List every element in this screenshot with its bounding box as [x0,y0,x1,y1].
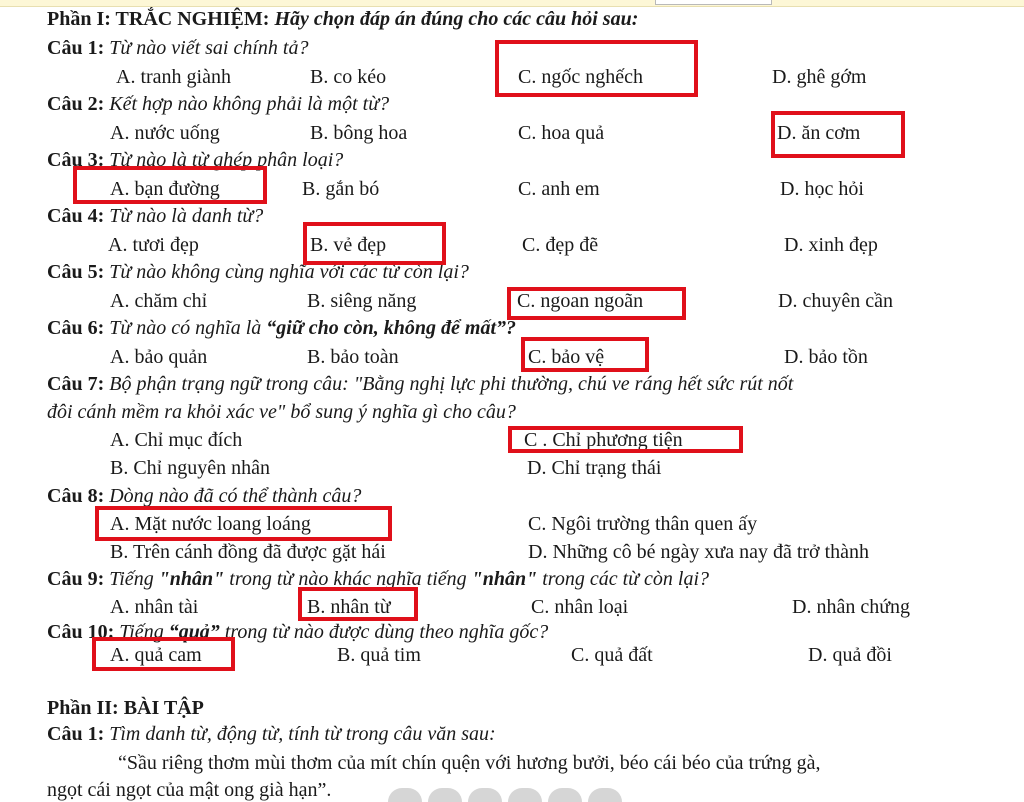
q3-option-c: C. anh em [518,178,600,200]
question-8 [47,485,361,507]
question-label: Câu 6: [47,317,105,339]
question-label: Câu 8: [47,485,105,507]
answer-highlight-q9 [298,587,418,621]
q10-option-c: C. quả đất [571,644,653,666]
q4-option-d: D. xinh đẹp [784,234,878,256]
question-2 [47,93,389,115]
q9-option-c: C. nhân loại [531,596,629,618]
q9-option-d: D. nhân chứng [792,596,911,618]
question-label: Câu 4: [47,205,105,227]
q6-option-a: A. bảo quản [110,346,208,368]
part1-label: Phần I: TRẮC NGHIỆM: [47,8,270,30]
question-quote: “giữ cho còn, không để mất”? [266,317,517,339]
q3-option-b: B. gắn bó [302,178,380,200]
q4-option-c: C. đẹp đẽ [522,234,599,256]
answer-highlight-q2 [771,111,905,158]
question-label: Câu 1: [47,37,105,59]
question-text: Kết hợp nào không phải là một từ? [109,93,390,115]
q10-option-a: A. quả cam [110,644,202,666]
question-text: Tìm danh từ, động từ, tính từ trong câu văn sau: [109,723,496,745]
decorative-shape [548,788,582,802]
q8-option-a: A. Mặt nước loang loáng [110,513,311,535]
decorative-shape [588,788,622,802]
question-7-continued: đôi cánh mềm ra khỏi xác ve" bổ sung ý nghĩa gì cho câu? [47,401,516,423]
q2-option-b: B. bông hoa [310,122,408,144]
question-label: Câu 10: [47,621,115,643]
q8-option-d: D. Những cô bé ngày xưa nay đã trở thành [528,541,870,563]
question-label: Câu 9: [47,568,105,590]
q9-option-a: A. nhân tài [110,596,199,618]
q10-option-d: D. quả đồi [808,644,892,666]
top-toolbar-box [655,0,772,5]
answer-highlight-q7 [508,426,743,453]
q7-option-d: D. Chỉ trạng thái [527,457,662,479]
q1-option-a: A. tranh giành [116,66,231,88]
answer-highlight-q5 [507,287,686,320]
q2-option-c: C. hoa quả [518,122,605,144]
question-text: Từ nào có nghĩa là [109,317,262,339]
question-text: trong các từ còn lại? [542,568,710,590]
q3-option-d: D. học hỏi [780,178,864,200]
q5-option-a: A. chăm chỉ [110,290,208,312]
decorative-shape [388,788,422,802]
question-label: Câu 1: [47,723,105,745]
question-text: Tiếng [119,621,164,643]
q4-option-b: B. vẻ đẹp [310,234,387,256]
question-keyword: "nhân" [471,568,538,590]
answer-highlight-q8 [95,506,392,541]
answer-highlight-q1 [495,40,698,97]
decorative-shape [468,788,502,802]
decorative-shape [428,788,462,802]
question-text: Dòng nào đã có thể thành câu? [109,485,362,507]
answer-highlight-q3 [73,166,267,204]
question-label: Câu 2: [47,93,105,115]
passage-line-1: “Sầu riêng thơm mùi thơm của mít chín quện với hương bưởi, béo cái béo của trứng gà, [118,752,821,774]
q5-option-b: B. siêng năng [307,290,417,312]
q1-option-d: D. ghê gớm [772,66,867,88]
question-keyword: "nhân" [158,568,225,590]
q3-option-a: A. bạn đường [110,178,220,200]
passage-line-2: ngọt cái ngọt của mật ong già hạn”. [47,779,332,801]
q7-option-b: B. Chỉ nguyên nhân [110,457,270,479]
question-keyword: “quả” [168,621,220,643]
q8-option-b: B. Trên cánh đồng đã được gặt hái [110,541,386,563]
q2-option-a: A. nước uống [110,122,220,144]
top-toolbar-strip [0,0,1024,7]
q7-option-a: A. Chỉ mục đích [110,429,243,451]
question-text: Từ nào là từ ghép phân loại? [109,149,344,171]
question-text: Từ nào là danh từ? [109,205,264,227]
question-text: Từ nào viết sai chính tả? [109,37,309,59]
question-label: Câu 5: [47,261,105,283]
q9-option-b: B. nhân từ [307,596,391,618]
part1-instruction: Hãy chọn đáp án đúng cho các câu hỏi sau: [274,8,639,30]
part2-question-1 [47,723,496,745]
q1-option-c: C. ngốc nghếch [518,66,643,88]
q10-option-b: B. quả tim [337,644,421,666]
question-text: Tiếng [109,568,154,590]
answer-highlight-q10 [92,637,235,671]
decorative-shape [508,788,542,802]
question-text: trong từ nào khác nghĩa tiếng [229,568,467,590]
q6-option-c: C. bảo vệ [528,346,605,368]
q6-option-b: B. bảo toàn [307,346,399,368]
q6-option-d: D. bảo tồn [784,346,868,368]
question-6 [47,317,516,339]
question-text: trong từ nào được dùng theo nghĩa gốc? [224,621,549,643]
part2-header: Phần II: BÀI TẬP [47,697,204,719]
question-1 [47,37,308,59]
question-4 [47,205,263,227]
question-text: Bộ phận trạng ngữ trong câu: "Bằng nghị lực phi thường, chú ve ráng hết sức rút nốt [109,373,794,395]
answer-highlight-q4 [303,222,446,265]
question-label: Câu 3: [47,149,105,171]
q5-option-d: D. chuyên cần [778,290,893,312]
q8-option-c: C. Ngôi trường thân quen ấy [528,513,758,535]
question-text: Từ nào không cùng nghĩa với các từ còn lại? [109,261,469,283]
question-label: Câu 7: [47,373,105,395]
q1-option-b: B. co kéo [310,66,387,88]
part1-header [47,8,638,30]
q7-option-c: C . Chỉ phương tiện [524,429,683,451]
q2-option-d: D. ăn cơm [777,122,861,144]
answer-highlight-q6 [521,337,649,372]
q4-option-a: A. tươi đẹp [108,234,199,256]
q5-option-c: C. ngoan ngoãn [517,290,644,312]
question-7 [47,373,793,395]
